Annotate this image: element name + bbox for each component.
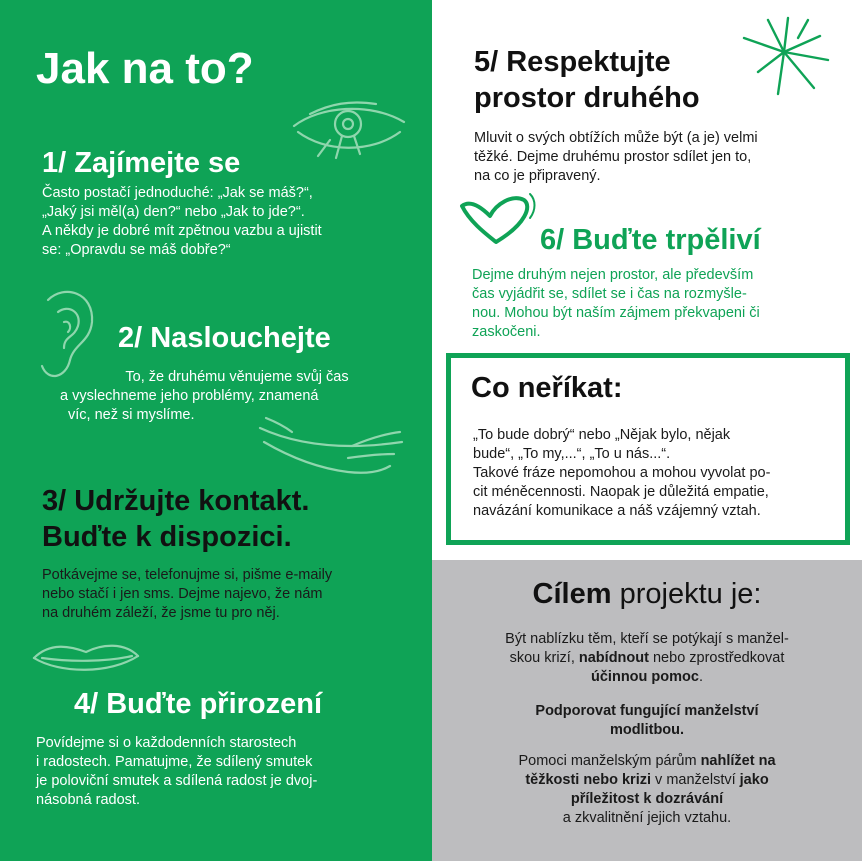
text-line: těžké. Dejme druhému prostor sdílet jen to, (474, 149, 752, 165)
heart-icon (456, 190, 540, 250)
lips-icon (30, 640, 142, 676)
section-3-title (42, 483, 310, 555)
text-bold: nabídnout (578, 650, 649, 666)
text-line: bude“, „To my,...“, „To u nás...“. (473, 446, 671, 462)
text-bold: účinnou pomoc (591, 669, 699, 685)
page-title: Jak na to? (36, 44, 254, 93)
text-line: nebo stačí i jen sms. Dejme najevo, že nám (42, 586, 323, 602)
text-line (444, 790, 850, 809)
text-line: Povídejme si o každodenních starostech (36, 735, 297, 751)
text-line: na druhém záleží, že jsme tu pro něj. (42, 605, 280, 621)
text-line: modlitbou. (609, 722, 685, 738)
text-line (444, 771, 850, 790)
text-line: To, že druhému věnujeme svůj čas (125, 369, 349, 385)
section-4-title: 4/ Buďte přirození (74, 688, 323, 720)
section-5-title-line: 5/ Respektujte (474, 46, 671, 78)
text-span: . (698, 669, 703, 685)
section-3-title-line: 3/ Udržujte kontakt. (42, 485, 310, 517)
sparkle-icon (738, 14, 832, 98)
goal-title-bold: Cílem (532, 578, 612, 610)
text-line: „To bude dobrý“ nebo „Nějak bylo, nějak (473, 427, 731, 443)
section-3-title-line: Buďte k dispozici. (42, 521, 292, 553)
text-line: Být nablízku těm, kteří se potýkají s manžel- (505, 631, 789, 647)
section-4-text (36, 734, 388, 810)
text-line: a zkvalitnění jejich vztahu. (562, 810, 732, 826)
section-5-title (474, 44, 700, 116)
text-line: Podporovat fungující manželství (535, 703, 759, 719)
section-2-title: 2/ Naslouchejte (118, 322, 331, 354)
text-span: v manželství (651, 772, 740, 788)
text-line: čas vyjádřit se, sdílet se i čas na rozmyšle- (472, 286, 747, 302)
goal-title (432, 576, 862, 612)
text-line: se: „Opravdu se máš dobře?“ (42, 242, 231, 258)
text-line (444, 752, 850, 771)
text-line: násobná radost. (36, 792, 140, 808)
dont-say-title: Co neříkat: (471, 372, 623, 404)
text-line: navázání komunikace a náš vzájemný vztah. (473, 503, 761, 519)
section-2-text (60, 368, 390, 425)
text-line: nou. Mohou být naším zájmem překvapeni či (472, 305, 760, 321)
goal-paragraph-2 (444, 702, 850, 740)
text-line: víc, než si myslíme. (68, 407, 195, 423)
text-line: Často postačí jednoduché: „Jak se máš?“, (42, 185, 313, 201)
section-6-text (472, 266, 822, 342)
text-line: je poloviční smutek a sdílená radost je dvoj- (36, 773, 318, 789)
text-line: Dejme druhým nejen prostor, ale především (472, 267, 754, 283)
text-line: a vyslechneme jeho problémy, znamená (60, 388, 319, 404)
text-bold: jako (739, 772, 769, 788)
goal-title-rest: projektu je: (611, 578, 762, 610)
eye-icon (290, 96, 410, 166)
text-line: Mluvit o svých obtížích může být (a je) velmi (474, 130, 758, 146)
text-line: zaskočeni. (472, 324, 541, 340)
section-5-title-line: prostor druhého (474, 82, 700, 114)
section-1-text (42, 184, 392, 260)
text-line: cit méněcennosti. Naopak je důležitá empatie, (473, 484, 769, 500)
text-line: i radostech. Pamatujme, že sdílený smutek (36, 754, 313, 770)
text-line (444, 668, 850, 687)
text-span: Pomoci manželským párům (518, 753, 701, 769)
section-3-text (42, 566, 392, 623)
text-bold: příležitost k dozrávání (570, 791, 724, 807)
text-line: Potkávejme se, telefonujme si, pišme e-maily (42, 567, 333, 583)
section-6-title: 6/ Buďte trpěliví (540, 224, 761, 256)
text-span: nebo zprostředkovat (648, 650, 785, 666)
dont-say-text (473, 426, 825, 521)
section-1-title: 1/ Zajímejte se (42, 147, 241, 179)
text-line: A někdy je dobré mít zpětnou vazbu a ujistit (42, 223, 322, 239)
text-line: na co je připravený. (474, 168, 601, 184)
section-5-text (474, 129, 834, 186)
text-line: Takové fráze nepomohou a mohou vyvolat po- (473, 465, 771, 481)
text-line: „Jaký jsi měl(a) den?“ nebo „Jak to jde?“. (42, 204, 305, 220)
goal-paragraph-1 (444, 630, 850, 687)
text-bold: nahlížet na (700, 753, 776, 769)
text-span: skou krizí, (509, 650, 579, 666)
goal-paragraph-3 (444, 752, 850, 828)
text-bold: těžkosti nebo krizi (525, 772, 652, 788)
text-line (444, 649, 850, 668)
dont-say-box (446, 353, 850, 545)
